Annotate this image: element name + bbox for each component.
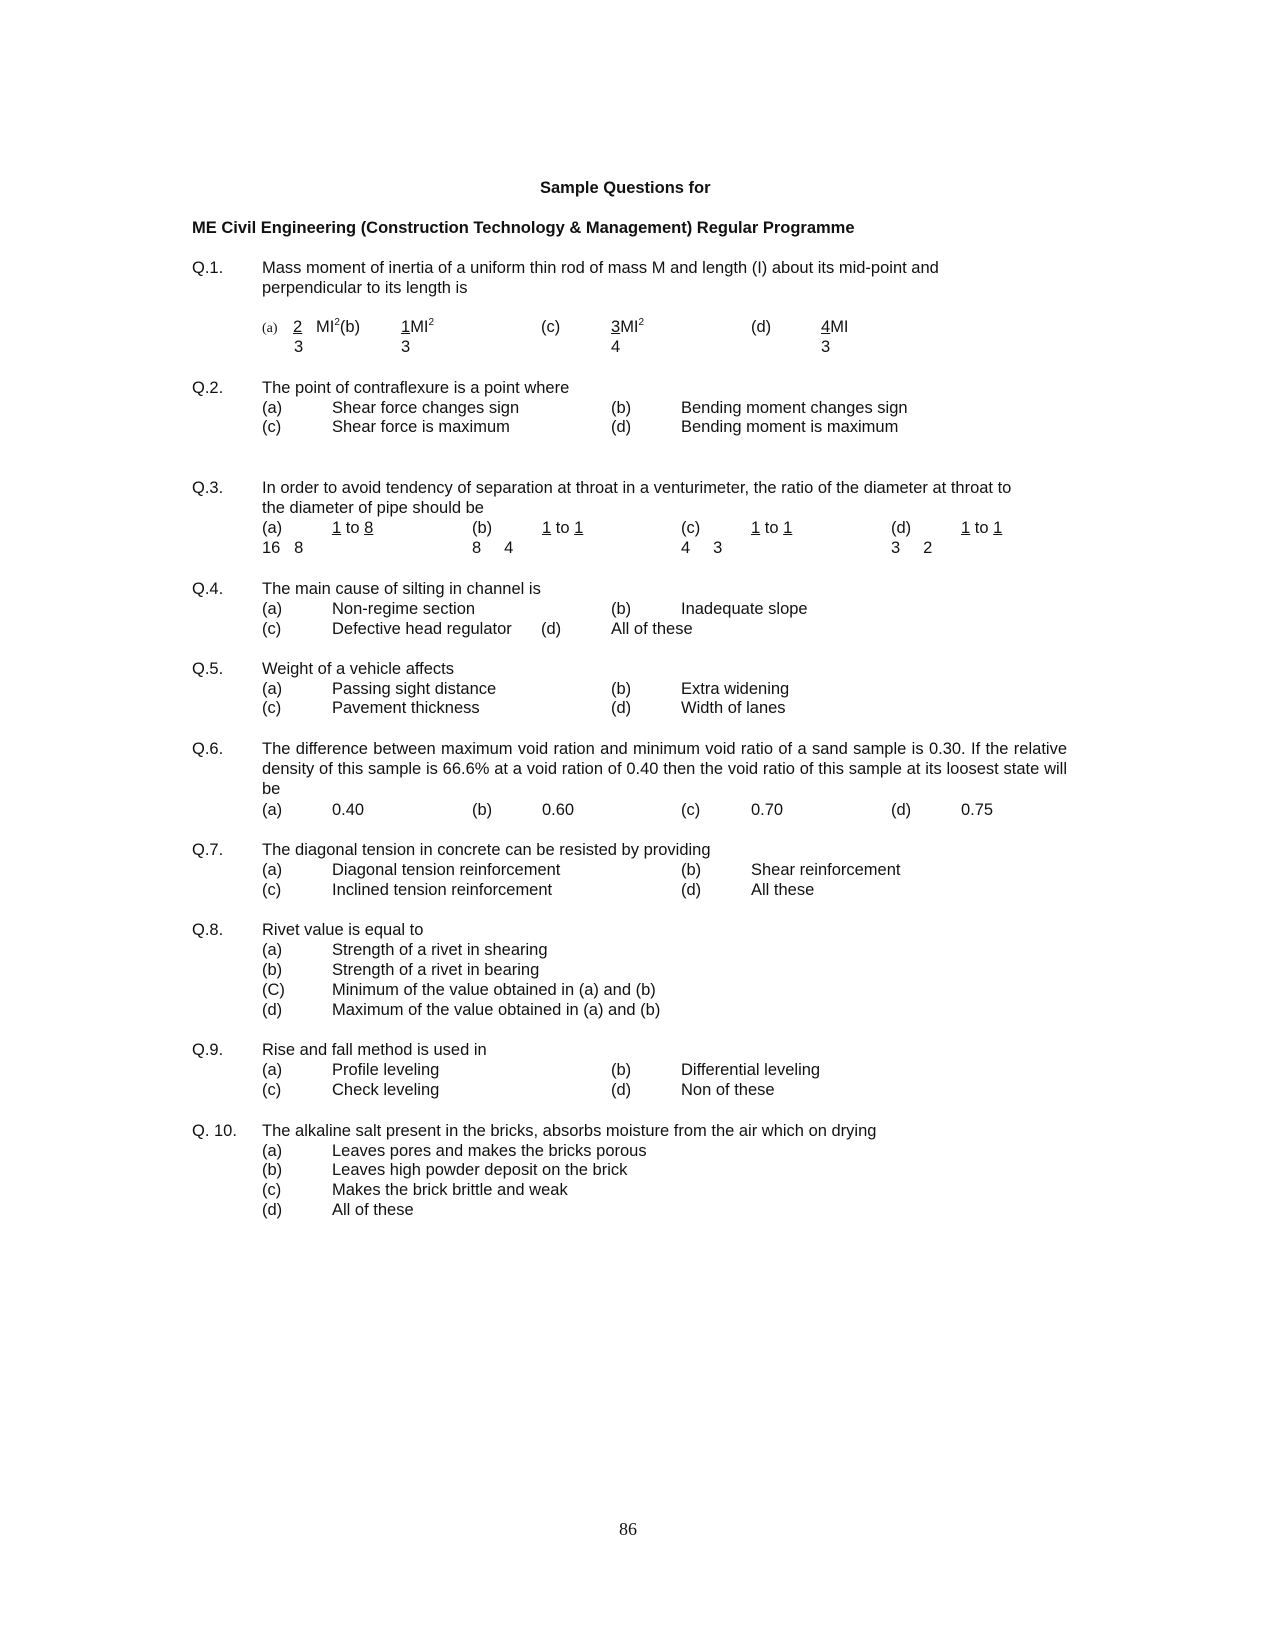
question-text: Rivet value is equal to bbox=[262, 921, 424, 939]
question-number: Q.6. bbox=[192, 740, 224, 758]
option-a-text: Passing sight distance bbox=[332, 680, 497, 698]
option-a-label: (a) bbox=[262, 600, 283, 618]
option-b-text: Strength of a rivet in bearing bbox=[332, 961, 540, 979]
option-c-denominator: 4 bbox=[611, 338, 621, 356]
page-number: 86 bbox=[619, 1519, 637, 1539]
option-b-label: (b) bbox=[611, 1061, 632, 1079]
option-c-label: (c) bbox=[262, 620, 282, 638]
option-d-denominator: 3 bbox=[821, 338, 831, 356]
option-b-denominator: 3 bbox=[401, 338, 411, 356]
option-a-text: Non-regime section bbox=[332, 600, 476, 618]
option-b-text: Differential leveling bbox=[681, 1061, 821, 1079]
option-d-expression: 4MI bbox=[821, 318, 849, 336]
option-d-label: (d) bbox=[262, 1001, 283, 1019]
option-c-numerators: 1 to 1 bbox=[751, 519, 793, 537]
option-b-text: Leaves high powder deposit on the brick bbox=[332, 1161, 628, 1179]
option-a-numerators: 1 to 8 bbox=[332, 519, 374, 537]
option-b-label: (b) bbox=[262, 961, 283, 979]
option-a-denominators: 16 8 bbox=[262, 539, 304, 557]
option-d-label: (d) bbox=[541, 620, 562, 638]
option-b-text: Shear reinforcement bbox=[751, 861, 901, 879]
option-c-label: (c) bbox=[681, 519, 701, 537]
option-a-label: (a) bbox=[262, 861, 283, 879]
question-text: The difference between maximum void ration and minimum void ratio of a sand sample is 0.30. If the relative density of this sample is 66.6% at a void ration of 0.40 then the void ratio of this sample at its loosest state will be bbox=[262, 740, 1067, 798]
option-c-expression: $3MI^2$ bbox=[611, 317, 645, 336]
option-a-label: (a) bbox=[262, 519, 283, 537]
option-c-label: (c) bbox=[262, 881, 282, 899]
option-d-text: All of these bbox=[332, 1201, 414, 1219]
option-d-denominators: 3 2 bbox=[891, 539, 933, 557]
option-d-text: All these bbox=[751, 881, 815, 899]
option-a-text: Diagonal tension reinforcement bbox=[332, 861, 561, 879]
option-c-label: (c) bbox=[262, 699, 282, 717]
question-number: Q.5. bbox=[192, 660, 224, 678]
option-a-text: Leaves pores and makes the bricks porous bbox=[332, 1142, 647, 1160]
question-number: Q. 10. bbox=[192, 1122, 237, 1140]
option-b-expression: $1MI^2$ bbox=[401, 317, 435, 336]
question-number: Q.4. bbox=[192, 580, 224, 598]
option-b-label: (b) bbox=[472, 801, 493, 819]
option-c-label: (c) bbox=[262, 1181, 282, 1199]
option-b-text: Inadequate slope bbox=[681, 600, 808, 618]
question-text: The main cause of silting in channel is bbox=[262, 580, 541, 598]
option-c-label: (c) bbox=[681, 801, 701, 819]
question-text: the diameter of pipe should be bbox=[262, 499, 484, 517]
option-d-label: (d) bbox=[611, 699, 632, 717]
question-text: Weight of a vehicle affects bbox=[262, 660, 454, 678]
option-c-text: Inclined tension reinforcement bbox=[332, 881, 553, 899]
question-text: The diagonal tension in concrete can be resisted by providing bbox=[262, 841, 711, 859]
option-c-label: (c) bbox=[262, 1081, 282, 1099]
option-a-text: Strength of a rivet in shearing bbox=[332, 941, 548, 959]
option-d-label: (d) bbox=[681, 881, 702, 899]
option-a-label: (a) bbox=[262, 1142, 283, 1160]
question-number: Q.2. bbox=[192, 379, 224, 397]
option-a-text: 0.40 bbox=[332, 801, 365, 819]
option-d-label: (d) bbox=[751, 318, 772, 336]
option-a-label: (a) bbox=[262, 1061, 283, 1079]
option-c-text: Makes the brick brittle and weak bbox=[332, 1181, 568, 1199]
question-number: Q.3. bbox=[192, 479, 224, 497]
option-c-text: Check leveling bbox=[332, 1081, 440, 1099]
option-c-label: (c) bbox=[541, 318, 561, 336]
option-c-text: Defective head regulator bbox=[332, 620, 512, 638]
question-number: Q.7. bbox=[192, 841, 224, 859]
option-b-label: (b) bbox=[681, 861, 702, 879]
option-c-denominators: 4 3 bbox=[681, 539, 723, 557]
option-a-label: (a) bbox=[262, 801, 283, 819]
option-a-numerator: 2 bbox=[293, 318, 303, 336]
option-d-label: (d) bbox=[891, 801, 912, 819]
option-d-text: All of these bbox=[611, 620, 693, 638]
option-d-label: (d) bbox=[262, 1201, 283, 1219]
option-c-label: (c) bbox=[262, 418, 282, 436]
option-a-text: Profile leveling bbox=[332, 1061, 440, 1079]
option-c-text: Shear force is maximum bbox=[332, 418, 510, 436]
option-a-label: (a) bbox=[262, 321, 278, 336]
option-b-text: Extra widening bbox=[681, 680, 790, 698]
page-subheading: ME Civil Engineering (Construction Technology & Management) Regular Programme bbox=[192, 219, 855, 237]
option-d-text: Width of lanes bbox=[681, 699, 786, 717]
option-d-text: Non of these bbox=[681, 1081, 775, 1099]
option-d-text: Bending moment is maximum bbox=[681, 418, 899, 436]
question-text: Mass moment of inertia of a uniform thin rod of mass M and length (I) about its mid-point and bbox=[262, 259, 939, 277]
option-a-denominator: 3 bbox=[294, 338, 304, 356]
option-a-label: (a) bbox=[262, 680, 283, 698]
question-number: Q.8. bbox=[192, 921, 224, 939]
option-b-text: 0.60 bbox=[542, 801, 575, 819]
option-b-label: (b) bbox=[262, 1161, 283, 1179]
option-b-label: (b) bbox=[472, 519, 493, 537]
option-b-numerators: 1 to 1 bbox=[542, 519, 584, 537]
option-a-label: (a) bbox=[262, 941, 283, 959]
option-c-text: Pavement thickness bbox=[332, 699, 480, 717]
option-d-numerators: 1 to 1 bbox=[961, 519, 1003, 537]
option-a-text: Shear force changes sign bbox=[332, 399, 520, 417]
option-d-label: (d) bbox=[611, 1081, 632, 1099]
option-d-text: Maximum of the value obtained in (a) and (b) bbox=[332, 1001, 661, 1019]
page-heading: Sample Questions for bbox=[540, 179, 711, 197]
option-c-text: 0.70 bbox=[751, 801, 784, 819]
option-a-expression: $MI^2(b)$ bbox=[316, 317, 361, 336]
option-b-denominators: 8 4 bbox=[472, 539, 514, 557]
question-text: The point of contraflexure is a point where bbox=[262, 379, 570, 397]
option-b-label: (b) bbox=[611, 600, 632, 618]
option-b-label: (b) bbox=[611, 680, 632, 698]
option-d-label: (d) bbox=[611, 418, 632, 436]
option-b-label: (b) bbox=[611, 399, 632, 417]
option-d-text: 0.75 bbox=[961, 801, 994, 819]
question-number: Q.1. bbox=[192, 259, 224, 277]
question-number: Q.9. bbox=[192, 1041, 224, 1059]
option-d-label: (d) bbox=[891, 519, 912, 537]
question-text: Rise and fall method is used in bbox=[262, 1041, 487, 1059]
option-c-label: (C) bbox=[262, 981, 285, 999]
option-b-text: Bending moment changes sign bbox=[681, 399, 908, 417]
question-text: The alkaline salt present in the bricks, absorbs moisture from the air which on drying bbox=[262, 1122, 877, 1140]
question-text: In order to avoid tendency of separation at throat in a venturimeter, the ratio of the diameter at throat to bbox=[262, 479, 1012, 497]
option-c-text: Minimum of the value obtained in (a) and (b) bbox=[332, 981, 656, 999]
option-a-label: (a) bbox=[262, 399, 283, 417]
question-text: perpendicular to its length is bbox=[262, 279, 468, 297]
